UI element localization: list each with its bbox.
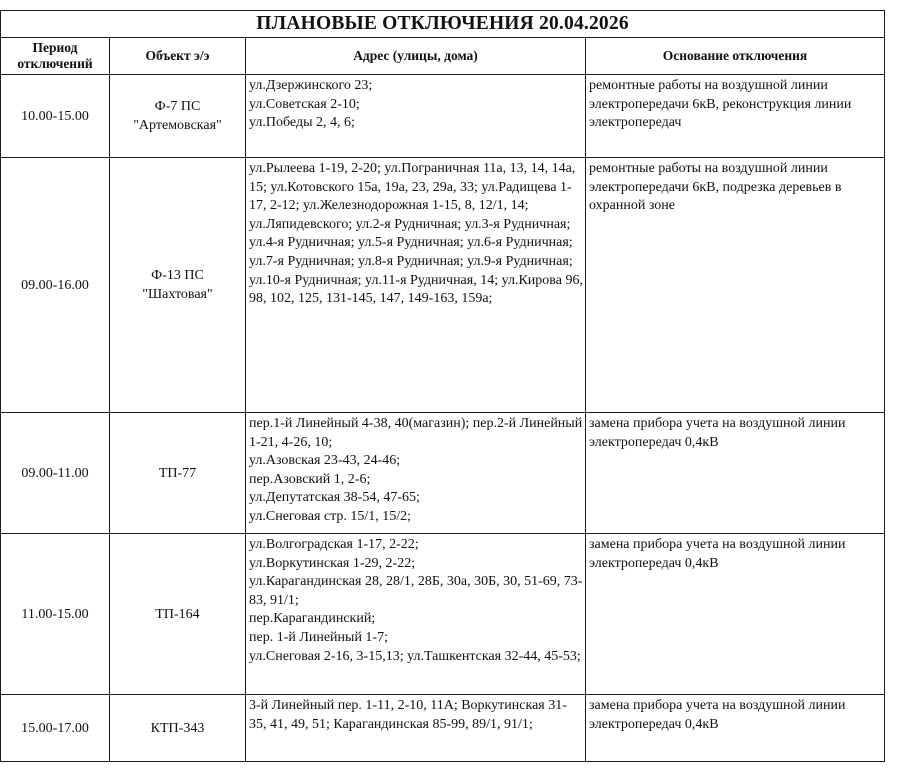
header-period: Период отключений: [1, 38, 110, 75]
reason-cell: замена прибора учета на воздушной линии электропередач 0,4кВ: [586, 534, 885, 695]
outage-schedule: [0, 10, 884, 762]
table-row: [1, 413, 885, 534]
object-cell: [110, 158, 246, 413]
table-header-row: [1, 38, 885, 75]
reason-cell: замена прибора учета на воздушной линии электропередач 0,4кВ: [586, 695, 885, 762]
period-cell: 15.00-17.00: [1, 695, 110, 762]
period-cell: 09.00-16.00: [1, 158, 110, 413]
address-cell: ул.Рылеева 1-19, 2-20; ул.Пограничная 11а, 13, 14, 14а, 15; ул.Котовского 15а, 19а, 23, 29а, 33; ул.Радищева 1-17, 2-12; ул.Железнодорожная 1-15, 8, 12/1, 14; ул.Ляпидевского; ул.2-я Рудничная; ул.3-я Рудничная; ул.4-я Рудничная; ул.5-я Рудничная; ул.6-я Рудничная; ул.7-я Рудничная; ул.8-я Рудничная; ул.9-я Рудничная; ул.10-я Рудничная; ул.11-я Рудничная, 14; ул.Кирова 96, 98, 102, 125, 131-145, 147, 149-163, 159а;: [246, 158, 586, 413]
address-cell: ул.Дзержинского 23; ул.Советская 2-10; ул.Победы 2, 4, 6;: [246, 75, 586, 158]
address-cell: пер.1-й Линейный 4-38, 40(магазин); пер.2-й Линейный 1-21, 4-26, 10; ул.Азовская 23-43, 24-46; пер.Азовский 1, 2-6; ул.Депутатская 38-54, 47-65; ул.Снеговая стр. 15/1, 15/2;: [246, 413, 586, 534]
reason-cell: ремонтные работы на воздушной линии электропередачи 6кВ, реконструкция линии электропередач: [586, 75, 885, 158]
object-name: ТП-77: [158, 465, 197, 481]
table-row: [1, 75, 885, 158]
period-cell: 10.00-15.00: [1, 75, 110, 158]
object-substation: "Шахтовая": [142, 287, 213, 302]
table-row: [1, 695, 885, 762]
page-title: ПЛАНОВЫЕ ОТКЛЮЧЕНИЯ 20.04.2026: [1, 11, 885, 38]
table-row: [1, 534, 885, 695]
header-reason: Основание отключения: [586, 38, 885, 75]
object-substation: "Артемовская": [133, 118, 222, 133]
address-cell: ул.Волгоградская 1-17, 2-22; ул.Воркутинская 1-29, 2-22; ул.Карагандинская 28, 28/1, 28Б, 30а, 30Б, 30, 51-69, 73-83, 91/1; пер.Карагандинский; пер. 1-й Линейный 1-7; ул.Снеговая 2-16, 3-15,13; ул.Ташкентская 32-44, 45-53;: [246, 534, 586, 695]
period-cell: 11.00-15.00: [1, 534, 110, 695]
reason-cell: замена прибора учета на воздушной линии электропередач 0,4кВ: [586, 413, 885, 534]
object-name: ТП-164: [155, 606, 200, 622]
object-cell: [110, 534, 246, 695]
object-cell: [110, 695, 246, 762]
object-cell: [110, 413, 246, 534]
table-row: [1, 158, 885, 413]
period-cell: 09.00-11.00: [1, 413, 110, 534]
reason-cell: ремонтные работы на воздушной линии электропередачи 6кВ, подрезка деревьев в охранной зоне: [586, 158, 885, 413]
object-name: Ф-7 ПС: [154, 99, 201, 114]
object-name: КТП-343: [150, 720, 205, 736]
header-address: Адрес (улицы, дома): [246, 38, 586, 75]
object-name: Ф-13 ПС: [151, 268, 204, 283]
outage-table: [0, 10, 885, 762]
object-cell: [110, 75, 246, 158]
header-object: Объект э/э: [110, 38, 246, 75]
address-cell: 3-й Линейный пер. 1-11, 2-10, 11А; Воркутинская 31-35, 41, 49, 51; Карагандинская 85-99, 89/1, 91/1;: [246, 695, 586, 762]
